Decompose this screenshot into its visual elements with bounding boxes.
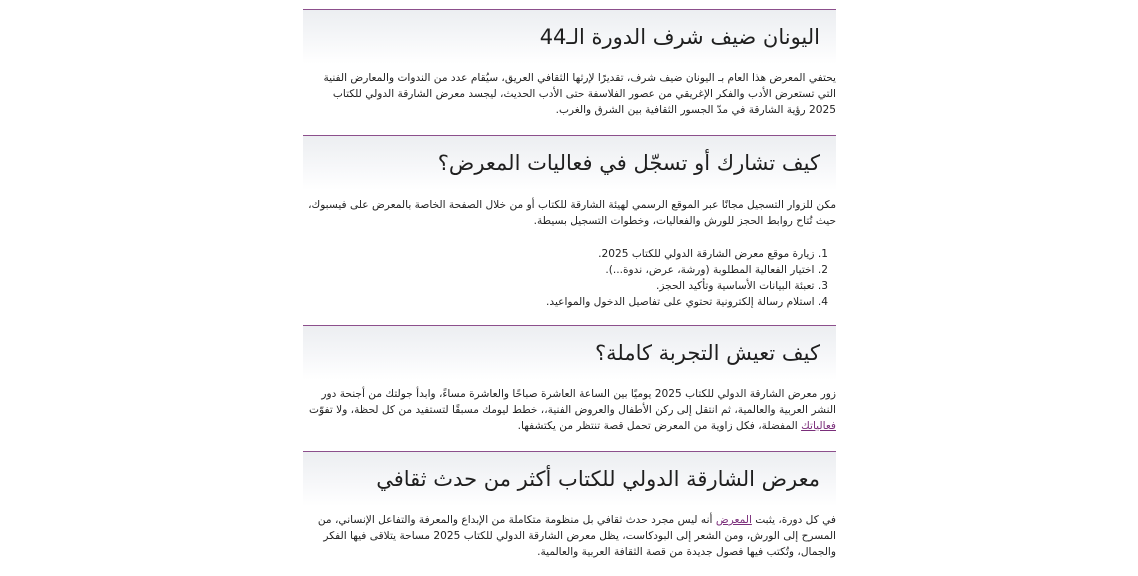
list-item: 4. استلام رسالة إلكترونية تحتوي على تفاصيل الدخول والمواعيد. — [546, 296, 828, 308]
section-more-than-event — [303, 451, 836, 560]
section-header — [303, 325, 836, 380]
section-greece-guest — [303, 9, 836, 118]
paragraph-text: المفضلة، فكل زاوية من المعرض تحمل قصة تنتظر من يكتشفها. — [517, 420, 802, 432]
section-paragraph — [303, 512, 836, 560]
section-header — [303, 135, 836, 190]
events-link[interactable]: فعالياتك — [801, 420, 836, 432]
list-item: 3. تعبئة البيانات الأساسية وتأكيد الحجز. — [655, 280, 828, 292]
paragraph-text: في كل دورة، يثبت — [751, 514, 836, 526]
section-paragraph: مكن للزوار التسجيل مجانًا عبر الموقع الرسمي لهيئة الشارقة للكتاب أو من خلال الصفحة الخاصة بالمعرض على فيسبوك، حيث تُتاح روابط الحجز للورش والفعاليات، وخطوات التسجيل بسيطة. — [308, 199, 836, 227]
section-title: كيف تعيش التجربة كاملة؟ — [594, 341, 820, 365]
exhibition-link[interactable]: المعرض — [715, 514, 752, 526]
section-header — [303, 9, 836, 64]
section-paragraph: يحتفي المعرض هذا العام بـ اليونان ضيف شرف، تقديرًا لإرثها الثقافي العريق، سيُقام عدد من الندوات والمعارض الفنية التي تستعرض الأدب والفكر الإغريقي من عصور الفلاسفة حتى الأدب الحديث، ليجسد معرض الشارقة الدولي للكتاب 2025 رؤية الشارقة في مدّ الجسور الثقافية بين الشرق والغرب. — [323, 72, 836, 116]
registration-steps-list — [303, 246, 836, 310]
section-how-to-register — [303, 135, 836, 310]
paragraph-text: زور معرض الشارقة الدولي للكتاب 2025 يوميًا بين الساعة العاشرة صباحًا والعاشرة مساءً، وابدأ جولتك من أجنحة دور النشر العربية والعالمية، ثم انتقل إلى ركن الأطفال والعروض الفنية،، خطط ليومك مسبقًا لتستفيد من كل لحظة، ولا تفوّت — [309, 388, 836, 416]
article-column — [303, 0, 836, 576]
section-header — [303, 451, 836, 506]
section-title: اليونان ضيف شرف الدورة الـ44 — [539, 25, 820, 49]
section-title: كيف تشارك أو تسجّل في فعاليات المعرض؟ — [437, 151, 820, 175]
section-paragraph — [303, 386, 836, 434]
section-title: معرض الشارقة الدولي للكتاب أكثر من حدث ثقافي — [376, 467, 820, 491]
section-full-experience — [303, 325, 836, 434]
list-item: 1. زيارة موقع معرض الشارقة الدولي للكتاب 2025. — [598, 248, 828, 260]
list-item: 2. اختيار الفعالية المطلوبة (ورشة، عرض، ندوة...). — [605, 264, 828, 276]
paragraph-text: أنه ليس مجرد حدث ثقافي بل منظومة متكاملة من الإبداع والمعرفة والتفاعل الإنساني، من المسرح إلى الورش، ومن الشعر إلى البودكاست، يظل معرض الشارقة الدولي للكتاب 2025 مساحة يتلاقى فيها الفكر والجمال، وتُكتب فيها فصول جديدة من قصة الثقافة العربية والعالمية. — [317, 514, 836, 558]
